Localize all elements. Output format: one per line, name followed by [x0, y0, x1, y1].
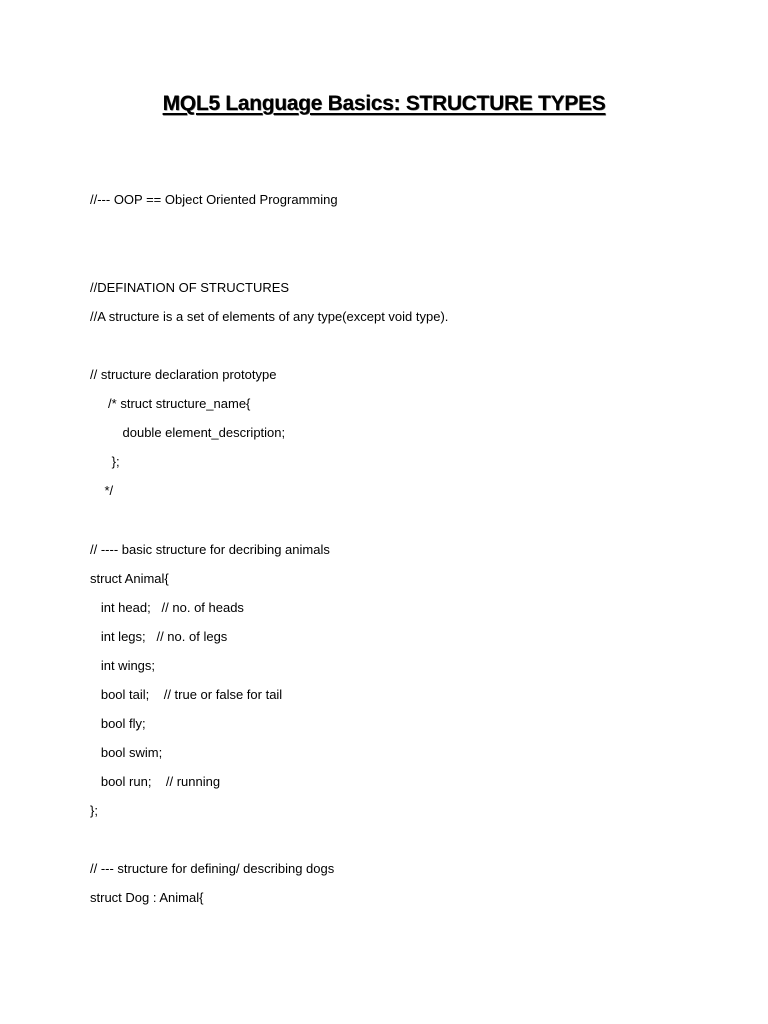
code-line: bool fly;: [90, 716, 146, 731]
code-line: /* struct structure_name{: [90, 396, 251, 411]
code-line: double element_description;: [90, 425, 286, 440]
code-comment: // ---- basic structure for decribing animals: [90, 542, 330, 557]
code-line: struct Dog : Animal{: [90, 890, 204, 905]
code-comment: //A structure is a set of elements of any type(except void type).: [90, 309, 449, 324]
code-comment: // structure declaration prototype: [90, 367, 277, 382]
code-line: };: [90, 454, 120, 469]
code-line: bool run; // running: [90, 774, 221, 789]
page-title: MQL5 Language Basics: STRUCTURE TYPES: [162, 92, 606, 115]
code-line: */: [90, 483, 114, 498]
code-comment: //DEFINATION OF STRUCTURES: [90, 280, 290, 295]
code-line: bool tail; // true or false for tail: [90, 687, 283, 702]
code-line: int legs; // no. of legs: [90, 629, 228, 644]
code-line: int wings;: [90, 658, 156, 673]
code-line: struct Animal{: [90, 571, 169, 586]
code-comment: // --- structure for defining/ describing dogs: [90, 861, 335, 876]
code-line: bool swim;: [90, 745, 163, 760]
code-line: };: [90, 803, 98, 818]
code-comment: //--- OOP == Object Oriented Programming: [90, 192, 338, 207]
code-line: int head; // no. of heads: [90, 600, 244, 615]
